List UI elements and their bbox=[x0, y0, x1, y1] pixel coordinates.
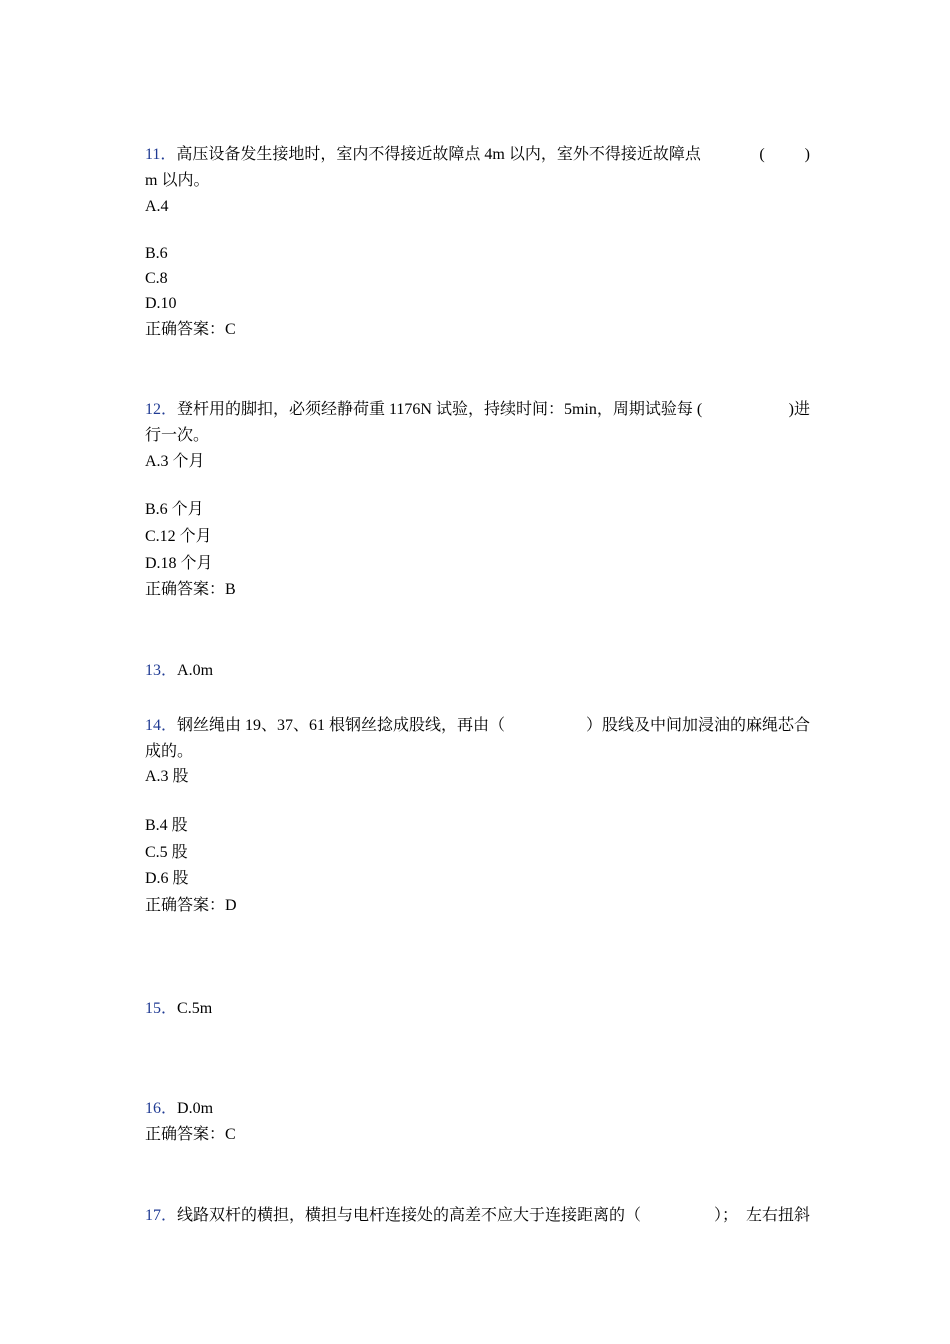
option-d: D.18 个月 bbox=[145, 555, 213, 572]
correct-answer: 正确答案：C bbox=[145, 1126, 236, 1143]
question-12-line-1 bbox=[145, 400, 810, 420]
option-b: B.4 股 bbox=[145, 817, 188, 834]
question-text: A.0m bbox=[177, 662, 214, 679]
question-text-end: )进 bbox=[788, 401, 810, 418]
option-d: D.6 股 bbox=[145, 870, 189, 887]
question-13 bbox=[145, 661, 810, 681]
question-text: D.0m bbox=[177, 1100, 214, 1117]
question-text-end: ）； 左右扭斜 bbox=[713, 1207, 810, 1224]
question-number: 14． bbox=[145, 717, 178, 734]
correct-answer: 正确答案：C bbox=[145, 321, 236, 338]
question-text: 高压设备发生接地时，室内不得接近故障点 4m 以内，室外不得接近故障点 bbox=[176, 146, 701, 163]
correct-answer: 正确答案：D bbox=[145, 897, 237, 914]
question-17-line-1 bbox=[145, 1206, 810, 1226]
option-d: D.10 bbox=[145, 295, 177, 312]
question-14-line-2: 成的。 bbox=[145, 743, 194, 760]
question-15 bbox=[145, 999, 810, 1019]
question-text-end: ）股线及中间加浸油的麻绳芯合 bbox=[585, 717, 810, 734]
option-b: B.6 个月 bbox=[145, 501, 204, 518]
question-number: 11． bbox=[145, 146, 177, 163]
question-number: 15． bbox=[145, 1000, 178, 1017]
question-text: 线路双杆的横担，横担与电杆连接处的高差不应大于连接距离的（ bbox=[177, 1207, 642, 1224]
answer-blank: ( ) bbox=[759, 146, 810, 163]
option-c: C.5 股 bbox=[145, 844, 188, 861]
option-c: C.8 bbox=[145, 270, 168, 287]
question-text: 登杆用的脚扣，必须经静荷重 1176N 试验，持续时间：5min，周期试验每 ( bbox=[177, 401, 703, 418]
question-text: 钢丝绳由 19、37、61 根钢丝捻成股线，再由（ bbox=[177, 717, 506, 734]
question-11-line-1 bbox=[145, 145, 810, 165]
option-b: B.6 bbox=[145, 245, 168, 262]
correct-answer: 正确答案：B bbox=[145, 581, 236, 598]
question-number: 17． bbox=[145, 1207, 178, 1224]
question-text: C.5m bbox=[177, 1000, 213, 1017]
question-11-line-2: m 以内。 bbox=[145, 172, 210, 189]
option-a: A.3 个月 bbox=[145, 453, 205, 470]
question-16 bbox=[145, 1099, 810, 1119]
question-number: 16． bbox=[145, 1100, 178, 1117]
question-12-line-2: 行一次。 bbox=[145, 427, 210, 444]
question-number: 13． bbox=[145, 662, 178, 679]
question-14-line-1 bbox=[145, 716, 810, 736]
option-c: C.12 个月 bbox=[145, 528, 212, 545]
option-a: A.3 股 bbox=[145, 768, 189, 785]
option-a: A.4 bbox=[145, 198, 169, 215]
question-number: 12． bbox=[145, 401, 178, 418]
